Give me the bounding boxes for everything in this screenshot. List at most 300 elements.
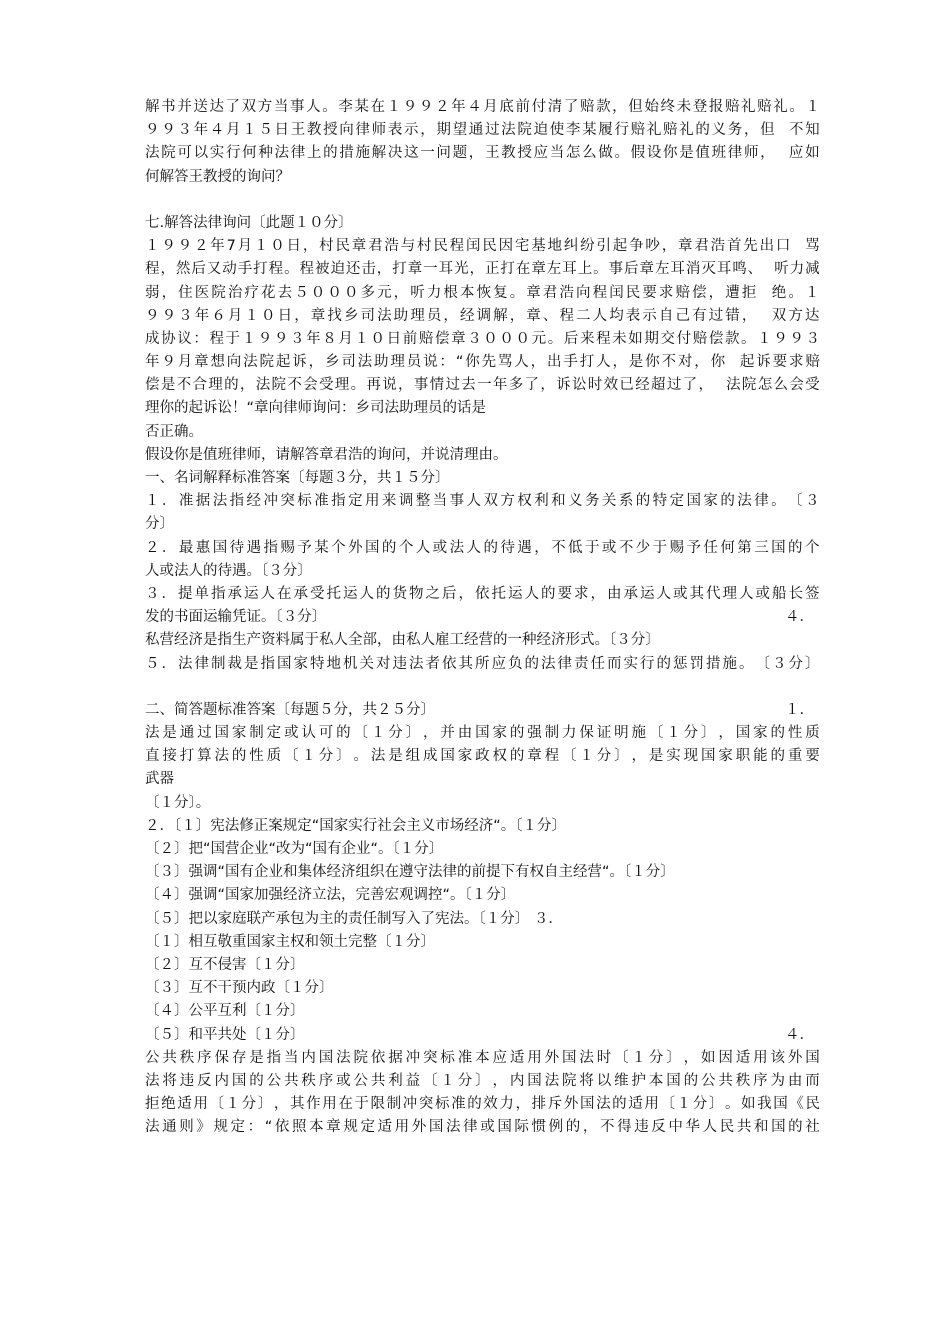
text-char: 员 bbox=[406, 354, 422, 371]
text-char: 对 bbox=[376, 655, 391, 672]
text-char: ， bbox=[612, 354, 627, 371]
text-char: 规 bbox=[343, 1119, 358, 1136]
text-char: 年 bbox=[193, 122, 209, 139]
text-char: 员 bbox=[426, 307, 442, 324]
text-char: 的 bbox=[788, 1119, 803, 1136]
text-char: 行 bbox=[640, 655, 655, 672]
text-char: 例 bbox=[548, 1119, 564, 1136]
text-char: 种 bbox=[258, 145, 273, 162]
text-char: 算 bbox=[197, 748, 212, 765]
text-char: 打 bbox=[253, 261, 268, 278]
text-char: 〔 bbox=[788, 493, 803, 510]
text-char: 予 bbox=[686, 539, 701, 556]
text-char: 赐 bbox=[669, 539, 685, 556]
text-char: ３ bbox=[467, 330, 482, 347]
text-char bbox=[727, 351, 732, 374]
text-char: 力 bbox=[426, 284, 442, 301]
text-char: 人 bbox=[702, 1119, 718, 1136]
text-char: 出 bbox=[759, 238, 775, 255]
text-char: 左 bbox=[654, 261, 670, 278]
text-char: 多 bbox=[360, 284, 376, 301]
text-char: 民 bbox=[482, 238, 497, 255]
text-char: 师 bbox=[743, 145, 759, 162]
text-char: 得 bbox=[617, 1119, 632, 1136]
text-char: 民 bbox=[625, 284, 641, 301]
text-char: 么 bbox=[773, 377, 789, 394]
text-char: ９ bbox=[161, 122, 176, 139]
text-line-content: 〔５〕把以家庭联产承包为主的责任制写入了宪法。〔１分〕 ３． bbox=[145, 910, 563, 927]
text-char: 其 bbox=[458, 655, 473, 672]
text-char: 章 bbox=[526, 284, 541, 301]
text-char: 王 bbox=[290, 122, 306, 139]
text-char: 承 bbox=[623, 585, 638, 602]
text-char: 礼 bbox=[679, 122, 694, 139]
text-char: 作 bbox=[306, 1096, 321, 1113]
text-char: ４ bbox=[467, 99, 482, 115]
text-line bbox=[145, 815, 820, 838]
text-char: 了 bbox=[524, 377, 539, 394]
text-line-content: 假设你是值班律师，请解答章君浩的询问，并说清理由。 bbox=[145, 446, 508, 463]
text-line-content: 七.解答法律询问〔此题１０分〕 bbox=[145, 214, 353, 231]
text-char: 上 bbox=[306, 145, 322, 162]
text-char: 或 bbox=[336, 1072, 351, 1089]
text-char: 突 bbox=[418, 1096, 434, 1113]
text-char: 纷 bbox=[580, 238, 595, 255]
text-char: 正 bbox=[484, 261, 500, 278]
text-char: 浩 bbox=[384, 238, 399, 255]
text-char: 本 bbox=[648, 1072, 664, 1089]
text-char: 明 bbox=[614, 725, 629, 742]
text-char: ， bbox=[273, 1096, 289, 1113]
text-char: ， bbox=[420, 122, 435, 139]
text-char: 做 bbox=[598, 145, 613, 162]
text-char: 起 bbox=[275, 354, 291, 371]
text-char: 认 bbox=[301, 725, 316, 742]
text-char: 使 bbox=[549, 122, 565, 139]
text-char: 重 bbox=[787, 748, 803, 765]
text-char: 法 bbox=[579, 1049, 594, 1066]
text-char: 指 bbox=[211, 585, 226, 602]
text-char: 疗 bbox=[244, 284, 259, 301]
text-char: 是 bbox=[679, 145, 694, 162]
text-char: 赔 bbox=[579, 99, 595, 115]
text-char: 院 bbox=[259, 354, 275, 371]
text-line bbox=[145, 490, 820, 513]
text-char: 当 bbox=[549, 145, 565, 162]
text-char: 以 bbox=[596, 1072, 612, 1089]
text-char: ０ bbox=[270, 238, 285, 255]
text-char: 后 bbox=[624, 261, 639, 278]
text-char: 方 bbox=[257, 99, 273, 115]
text-char: 人 bbox=[415, 539, 431, 556]
text-char: 方 bbox=[500, 493, 515, 510]
text-char: 分 bbox=[692, 1096, 708, 1113]
text-char: 秩 bbox=[735, 1072, 751, 1089]
text-char: 去 bbox=[277, 284, 293, 301]
text-char: 绝 bbox=[771, 284, 787, 301]
text-char: 〔 bbox=[648, 725, 664, 742]
text-char: 突 bbox=[280, 493, 295, 510]
text-char: 如 bbox=[628, 330, 643, 347]
text-char: 施 bbox=[722, 655, 737, 672]
text-line-content: 何解答王教授的询问？ bbox=[145, 168, 290, 185]
text-char: 〔 bbox=[755, 655, 770, 672]
text-char: １ bbox=[145, 238, 160, 255]
text-char: 在 bbox=[277, 585, 292, 602]
text-char: 强 bbox=[527, 725, 542, 742]
text-char: 于 bbox=[584, 539, 600, 556]
text-line bbox=[145, 838, 820, 861]
text-char: 一 bbox=[423, 261, 438, 278]
text-char: 《 bbox=[789, 1096, 804, 1113]
text-char: 打 bbox=[579, 354, 595, 371]
text-char: 章 bbox=[639, 261, 654, 278]
text-char: 院 bbox=[741, 377, 757, 394]
text-char: 治 bbox=[227, 284, 243, 301]
text-line-content: ２．〔１〕宪法修正案规定“国家实行社会主义市场经济“。〔１分〕 bbox=[145, 817, 567, 834]
text-char: 是 bbox=[648, 748, 664, 765]
text-char: 共 bbox=[718, 1072, 733, 1089]
text-char bbox=[765, 305, 770, 328]
text-char: 可 bbox=[177, 145, 192, 162]
text-char: ， bbox=[376, 261, 392, 278]
text-char: 少 bbox=[635, 539, 651, 556]
text-char: 人 bbox=[514, 354, 529, 371]
text-char: 于 bbox=[225, 330, 241, 347]
blank-line bbox=[145, 676, 820, 699]
text-char: 年 bbox=[451, 99, 466, 115]
text-char: 民 bbox=[805, 1096, 820, 1113]
text-char: 怎 bbox=[565, 145, 581, 162]
text-char: ： bbox=[193, 330, 208, 347]
text-line-content: 否正确。 bbox=[145, 423, 203, 440]
text-char: 国 bbox=[701, 748, 716, 765]
text-char: 违 bbox=[634, 1119, 649, 1136]
text-line bbox=[145, 397, 820, 420]
text-char: 存 bbox=[231, 1049, 247, 1066]
text-char: 赔 bbox=[724, 99, 740, 115]
text-char: ， bbox=[530, 354, 546, 371]
text-char: 政 bbox=[475, 748, 490, 765]
text-char: 赔 bbox=[692, 330, 708, 347]
text-char: 人 bbox=[359, 585, 374, 602]
text-char: 反 bbox=[651, 1119, 666, 1136]
text-char: ３ bbox=[177, 122, 192, 139]
text-char: 情 bbox=[429, 377, 445, 394]
text-char: ９ bbox=[418, 99, 434, 115]
text-char: 外 bbox=[544, 1049, 560, 1066]
text-char: 宅 bbox=[514, 238, 530, 255]
text-char: 〕 bbox=[405, 725, 421, 742]
text-line-content: 〔４〕强调“国家加强经济立法，完善宏观调控“。〔１分〕 bbox=[145, 887, 516, 904]
text-char: 事 bbox=[449, 493, 465, 510]
text-char: 望 bbox=[452, 122, 468, 139]
text-char: 何 bbox=[720, 539, 735, 556]
text-char: 村 bbox=[417, 238, 432, 255]
text-char: 骂 bbox=[497, 354, 513, 371]
text-char: 运 bbox=[640, 585, 655, 602]
text-char: 国 bbox=[686, 493, 701, 510]
text-char: 的 bbox=[788, 539, 803, 556]
text-char: 但 bbox=[628, 99, 643, 115]
text-char: 质 bbox=[805, 725, 820, 742]
text-char: 。 bbox=[741, 330, 756, 347]
text-char: ３ bbox=[145, 585, 160, 602]
text-char: 诉 bbox=[756, 354, 771, 371]
text-char: 。 bbox=[788, 284, 803, 301]
text-char: 予 bbox=[297, 539, 312, 556]
text-char: 动 bbox=[222, 261, 237, 278]
text-char: 期 bbox=[436, 122, 451, 139]
text-char: 。 bbox=[547, 330, 563, 347]
text-char: 去 bbox=[461, 377, 476, 394]
text-char: 鸣 bbox=[732, 261, 747, 278]
text-char: 或 bbox=[755, 585, 770, 602]
text-char: 的 bbox=[336, 725, 351, 742]
text-char: ０ bbox=[327, 284, 342, 301]
text-char: ２ bbox=[145, 539, 160, 556]
text-char: 因 bbox=[498, 238, 514, 255]
text-char: 章 bbox=[678, 238, 693, 255]
text-char: 不 bbox=[176, 377, 192, 394]
text-char: 礼 bbox=[741, 99, 756, 115]
text-char: 的 bbox=[224, 377, 239, 394]
text-char: 骂 bbox=[805, 238, 820, 255]
text-char: ， bbox=[443, 307, 458, 324]
text-char: 其 bbox=[289, 1096, 305, 1113]
text-char: 〕 bbox=[336, 748, 351, 765]
text-char: 年 bbox=[194, 307, 210, 324]
text-char: 者 bbox=[425, 655, 440, 672]
text-char: 〔 bbox=[562, 748, 577, 765]
text-char: 律 bbox=[194, 655, 209, 672]
text-char: １ bbox=[676, 1096, 692, 1113]
text-char: “ bbox=[264, 1119, 273, 1136]
text-char: 经 bbox=[459, 307, 475, 324]
text-char: 会 bbox=[303, 377, 318, 394]
text-char: ５ bbox=[145, 655, 160, 672]
text-char: 会 bbox=[789, 377, 804, 394]
text-char: 国 bbox=[735, 725, 751, 742]
text-char: 〕 bbox=[701, 725, 716, 742]
text-char: 均 bbox=[609, 307, 624, 324]
text-char: 违 bbox=[179, 1072, 195, 1089]
text-char: 为 bbox=[770, 1072, 785, 1089]
text-char: 运 bbox=[343, 585, 358, 602]
text-char: ３ bbox=[178, 307, 193, 324]
text-char bbox=[783, 119, 788, 142]
text-char: 想 bbox=[210, 354, 225, 371]
text-char: 分 bbox=[788, 655, 803, 672]
text-char: 家 bbox=[492, 725, 507, 742]
text-char: 假 bbox=[630, 145, 646, 162]
text-char: 是 bbox=[244, 655, 259, 672]
text-char: 、 bbox=[747, 261, 763, 278]
text-line bbox=[145, 513, 820, 536]
text-char: 家 bbox=[703, 493, 718, 510]
text-char: ： bbox=[439, 354, 454, 371]
text-char: 时 bbox=[587, 377, 603, 394]
text-char bbox=[758, 282, 763, 305]
text-char: 反 bbox=[197, 1072, 212, 1089]
text-line bbox=[145, 467, 820, 490]
text-char: 书 bbox=[161, 99, 176, 115]
text-line bbox=[145, 235, 820, 258]
text-char: 是 bbox=[249, 1049, 264, 1066]
text-char: 律 bbox=[557, 655, 572, 672]
text-char: 设 bbox=[646, 145, 662, 162]
text-char: 定 bbox=[669, 493, 685, 510]
text-char: 通 bbox=[179, 725, 195, 742]
text-char: 清 bbox=[547, 99, 563, 115]
text-char: ９ bbox=[145, 307, 160, 324]
text-char: 交 bbox=[660, 330, 675, 347]
text-char: 引 bbox=[596, 238, 611, 255]
text-char: 一 bbox=[477, 377, 492, 394]
text-char: １ bbox=[301, 748, 316, 765]
text-char: 超 bbox=[651, 377, 666, 394]
text-char: 惠 bbox=[195, 539, 211, 556]
text-char: 年 bbox=[210, 238, 225, 255]
text-char: 不 bbox=[599, 1119, 615, 1136]
text-char: 在 bbox=[338, 1096, 353, 1113]
text-char: 惯 bbox=[531, 1119, 547, 1136]
text-char: 是 bbox=[388, 748, 403, 765]
text-char: 适 bbox=[177, 1096, 192, 1113]
text-char: 教 bbox=[501, 145, 516, 162]
text-char: 合 bbox=[192, 377, 207, 394]
text-char: 讼 bbox=[571, 377, 587, 394]
text-char: 的 bbox=[656, 655, 671, 672]
text-char: 签 bbox=[805, 585, 820, 602]
text-char: 程 bbox=[299, 261, 315, 278]
text-char: 公 bbox=[353, 1072, 368, 1089]
text-char: 律 bbox=[754, 493, 769, 510]
text-char: 时 bbox=[596, 1049, 612, 1066]
text-char: 理 bbox=[722, 585, 737, 602]
text-line-content: 〔５〕和平共处〔１分〕 bbox=[145, 1026, 305, 1043]
text-char: 待 bbox=[500, 539, 515, 556]
text-char: 法 bbox=[445, 1119, 461, 1136]
text-char: 被 bbox=[314, 261, 330, 278]
text-line bbox=[145, 583, 820, 606]
text-char: 〕 bbox=[257, 1096, 273, 1113]
text-char: 华 bbox=[685, 1119, 701, 1136]
text-char: 本 bbox=[475, 1049, 490, 1066]
text-char: １ bbox=[804, 284, 820, 301]
text-char: １ bbox=[440, 1072, 455, 1089]
text-char: 货 bbox=[392, 585, 407, 602]
text-char: 。 bbox=[771, 493, 786, 510]
text-char: １ bbox=[757, 330, 772, 347]
text-char: 示 bbox=[642, 307, 657, 324]
text-char: 法 bbox=[737, 493, 752, 510]
text-char: 指 bbox=[260, 655, 275, 672]
text-char: 双 bbox=[771, 307, 787, 324]
text-char: 人 bbox=[260, 585, 275, 602]
text-line bbox=[145, 537, 820, 560]
text-line bbox=[145, 1000, 820, 1023]
text-char: 国 bbox=[579, 1096, 595, 1113]
text-char: 系 bbox=[618, 493, 634, 510]
text-char: 措 bbox=[339, 145, 354, 162]
text-char: 定 bbox=[230, 1119, 246, 1136]
text-char: 〕 bbox=[475, 1072, 490, 1089]
text-char: 法 bbox=[544, 1072, 560, 1089]
text-char: 国 bbox=[562, 1049, 577, 1066]
text-char: 某 bbox=[354, 99, 369, 115]
text-char: 达 bbox=[209, 99, 224, 115]
text-char: 理 bbox=[208, 377, 223, 394]
text-char: 其 bbox=[689, 585, 704, 602]
text-char: 特 bbox=[652, 493, 668, 510]
text-char: ， bbox=[161, 284, 177, 301]
text-char: 不 bbox=[618, 539, 634, 556]
text-char: 当 bbox=[273, 99, 289, 115]
text-char: 地 bbox=[547, 238, 563, 255]
text-char: 诉 bbox=[556, 377, 571, 394]
text-char: 的 bbox=[467, 1096, 482, 1113]
text-char: 自 bbox=[658, 307, 674, 324]
text-char: 的 bbox=[376, 585, 391, 602]
text-line bbox=[145, 931, 820, 954]
text-char: 通 bbox=[468, 122, 484, 139]
text-char: 。 bbox=[593, 261, 608, 278]
text-char: ， bbox=[694, 354, 709, 371]
text-char: ９ bbox=[789, 330, 804, 347]
text-char: 分 bbox=[457, 1072, 473, 1089]
text-char: 措 bbox=[706, 655, 721, 672]
text-char: 人 bbox=[466, 539, 482, 556]
text-char: 章 bbox=[326, 1119, 341, 1136]
text-char: 月 bbox=[227, 307, 243, 324]
text-char: ３ bbox=[772, 655, 787, 672]
text-char: 律 bbox=[290, 145, 306, 162]
text-char: 机 bbox=[343, 655, 358, 672]
text-char: 法 bbox=[255, 377, 271, 394]
text-char: 程 bbox=[209, 330, 224, 347]
text-char: 受 bbox=[310, 585, 325, 602]
text-char: 力 bbox=[789, 261, 805, 278]
text-line bbox=[145, 629, 820, 652]
text-line bbox=[145, 305, 820, 328]
text-char: 因 bbox=[718, 1049, 733, 1066]
text-char: 而 bbox=[607, 655, 622, 672]
text-line-content: 〔２〕互不侵害〔１分〕 bbox=[145, 956, 305, 973]
text-char: 惩 bbox=[673, 655, 688, 672]
text-char: 家 bbox=[753, 725, 768, 742]
text-char: 所 bbox=[475, 655, 490, 672]
text-char: 浩 bbox=[710, 238, 726, 255]
text-char: 手 bbox=[237, 261, 253, 278]
text-char: “ bbox=[455, 354, 464, 371]
text-char: 国 bbox=[666, 1072, 681, 1089]
text-char: ， bbox=[468, 145, 484, 162]
text-char: ９ bbox=[161, 354, 176, 371]
text-char: 于 bbox=[354, 1096, 369, 1113]
text-line bbox=[145, 96, 820, 119]
text-char: 程 bbox=[592, 284, 608, 301]
text-char: ９ bbox=[402, 99, 418, 115]
text-char: 章 bbox=[526, 307, 541, 324]
text-char: 》 bbox=[196, 1119, 211, 1136]
text-line-content: 私营经济是指生产资料属于私人全部，由私人雇工经营的一种经济形式。〔３分〕 bbox=[145, 632, 660, 649]
text-char: 的 bbox=[231, 748, 247, 765]
text-char: 冲 bbox=[402, 1096, 418, 1113]
text-char: 不 bbox=[788, 122, 804, 139]
text-char: 上 bbox=[577, 261, 593, 278]
text-char: 达 bbox=[804, 307, 820, 324]
